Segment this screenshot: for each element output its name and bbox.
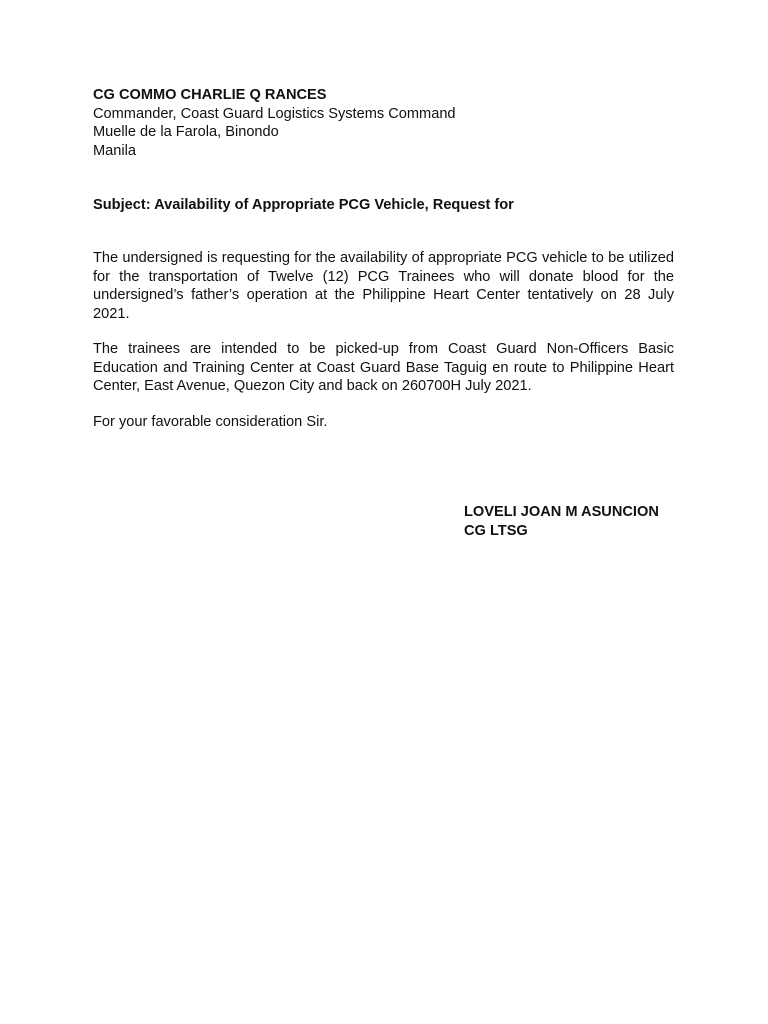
body-paragraph-2: The trainees are intended to be picked-up from Coast Guard Non-Officers Basic Education and Training Center at Coast Guard Base Taguig en route to Philippine Heart Center, East Avenue, Quezon City and back on 260700H July 2021. [93,341,674,395]
signatory-rank: CG LTSG [464,522,528,539]
addressee-block [93,86,693,160]
addressee-position: Commander, Coast Guard Logistics Systems Command [93,105,456,122]
subject-line: Subject: Availability of Appropriate PCG Vehicle, Request for [93,197,514,213]
addressee-city: Manila [93,142,136,159]
body-paragraph-3: For your favorable consideration Sir. [93,414,328,430]
signatory-name: LOVELI JOAN M ASUNCION [464,504,659,520]
addressee-address: Muelle de la Farola, Binondo [93,124,279,141]
body-paragraph-1: The undersigned is requesting for the availability of appropriate PCG vehicle to be utilized for the transportation of Twelve (12) PCG Trainees who will donate blood for the undersigned’s father’s operation at the Philippine Heart Center tentatively on 28 July 2021. [93,250,674,322]
signature-block [464,503,659,540]
addressee-name: CG COMMO CHARLIE Q RANCES [93,87,327,103]
